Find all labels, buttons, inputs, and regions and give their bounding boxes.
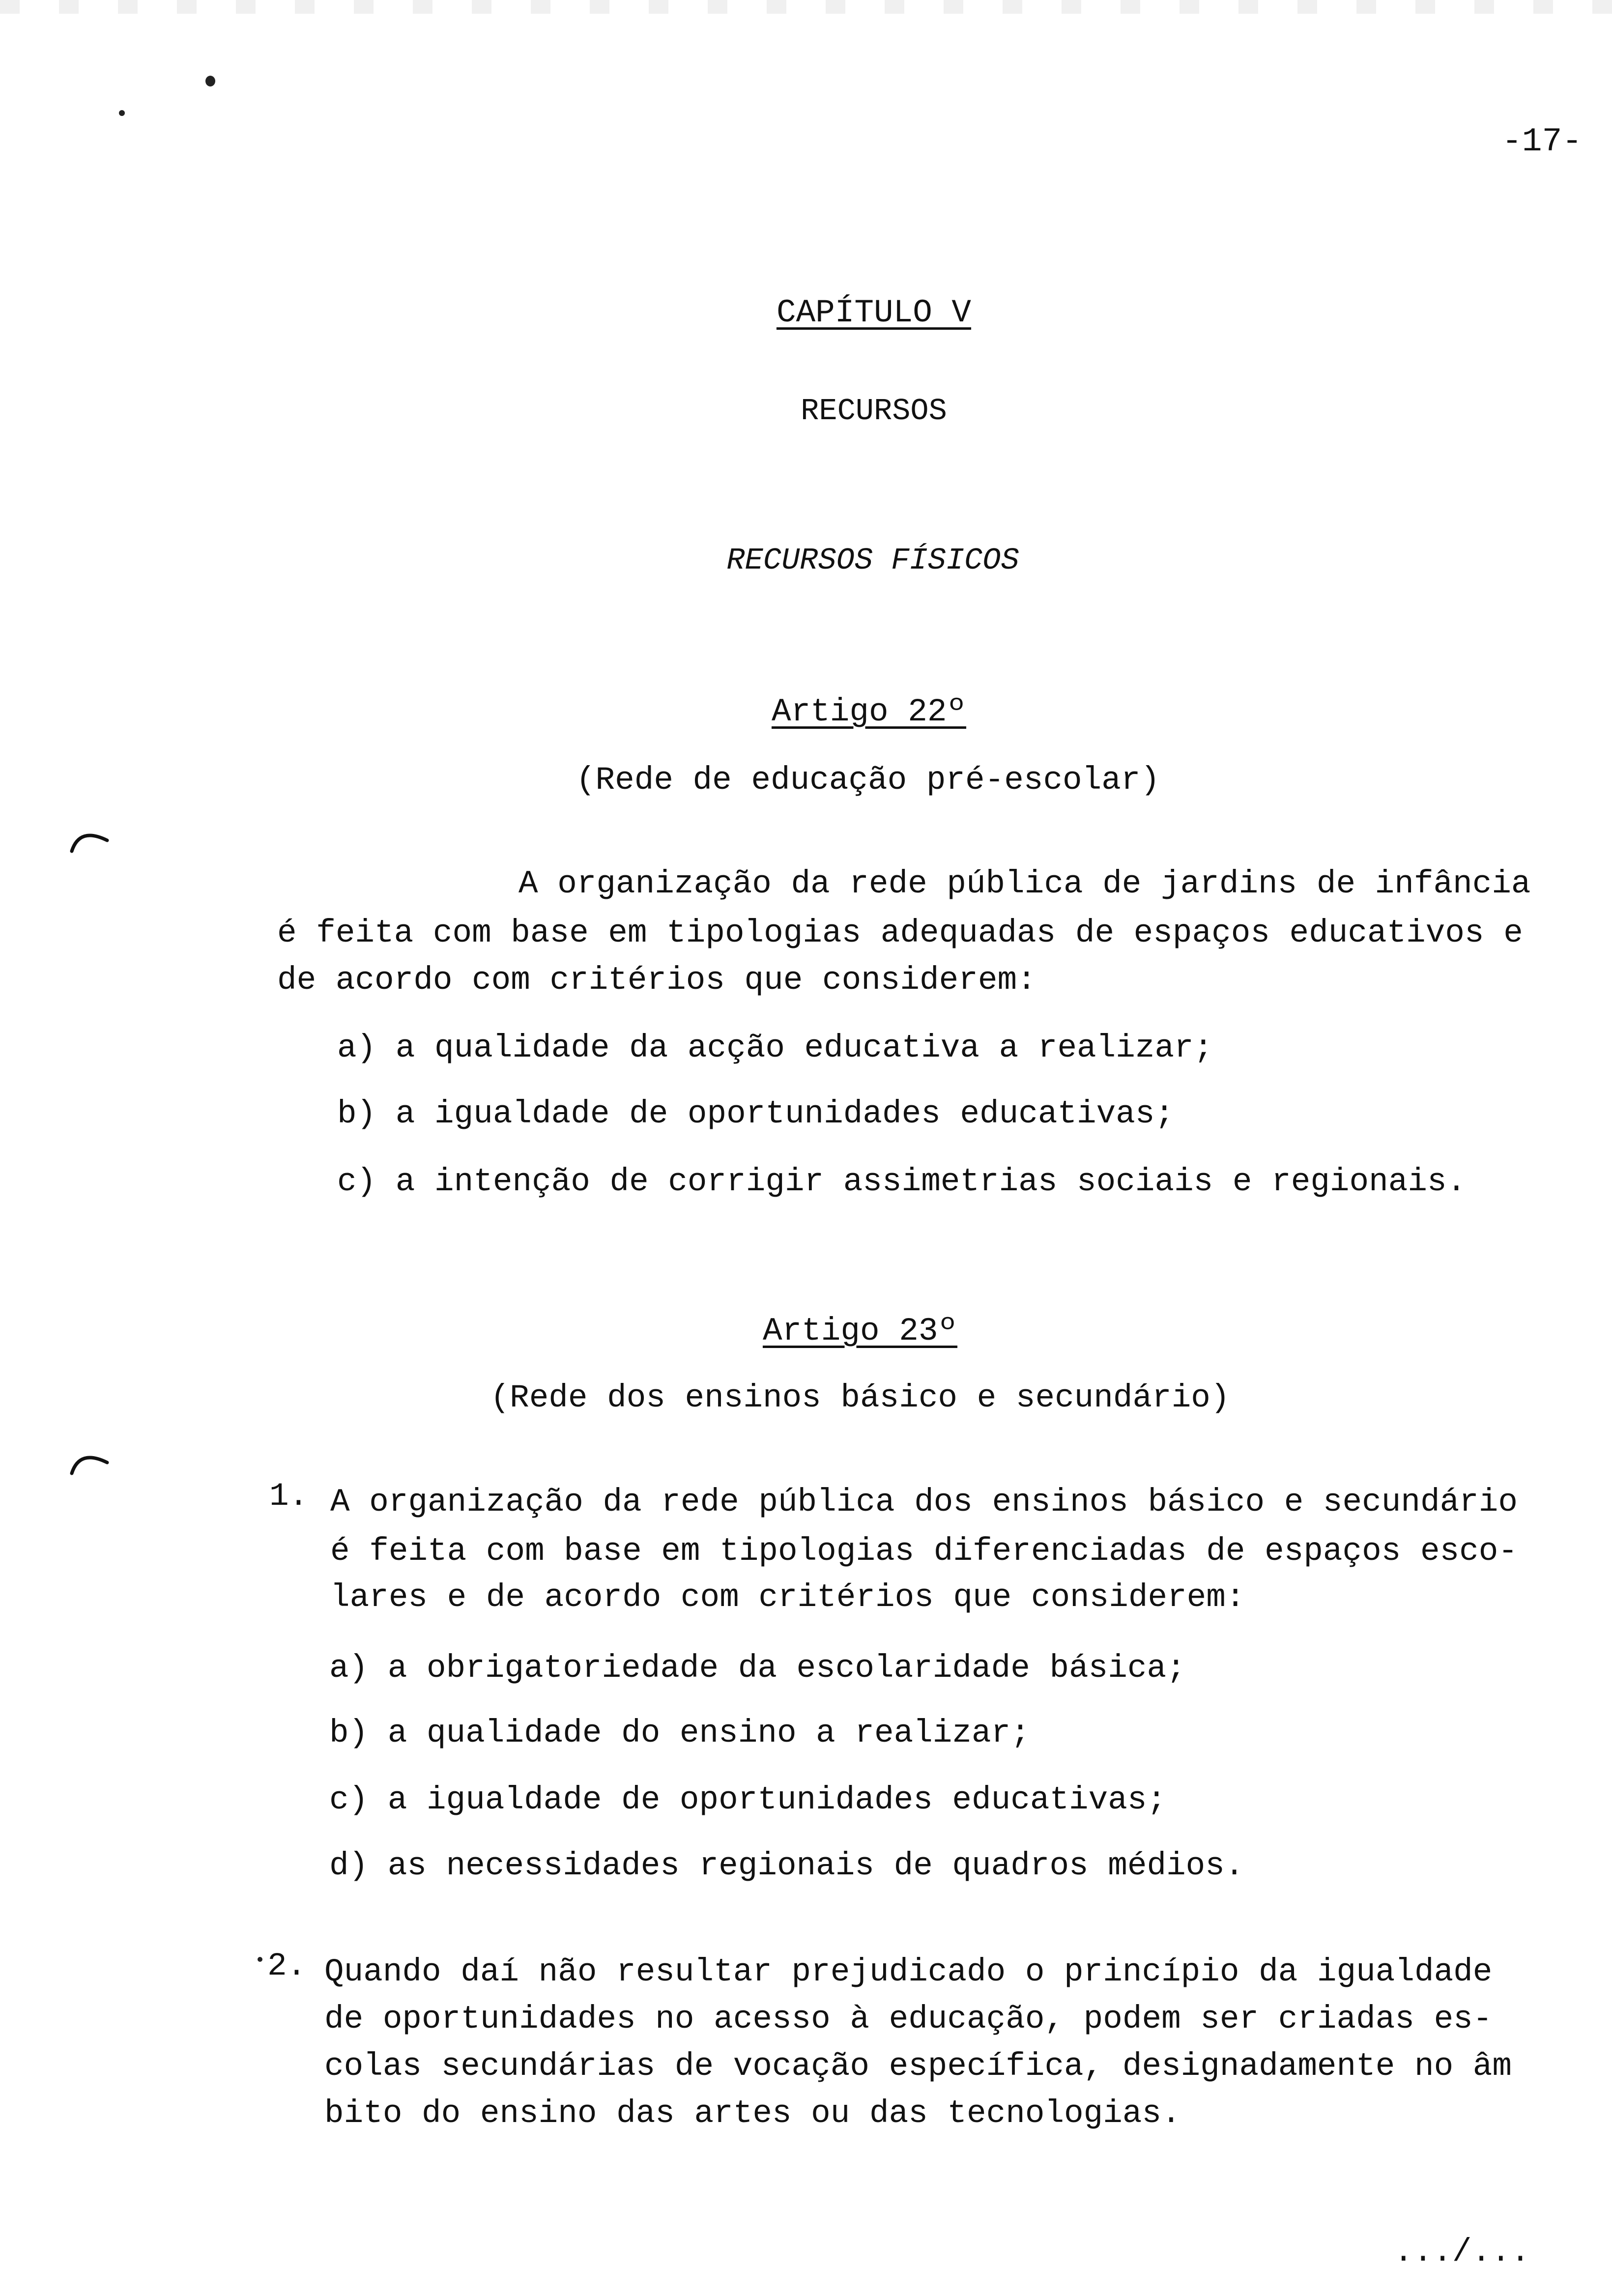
artigo-23-heading: (Rede dos ensinos básico e secundário): [490, 1379, 1230, 1416]
artigo-23-title: Artigo 23º: [762, 1313, 958, 1349]
scan-speck: [119, 110, 125, 116]
artigo-22-title: Artigo 22º: [771, 693, 967, 730]
artigo-23-p1-number: 1.: [269, 1478, 309, 1515]
punch-hole-mark: [69, 1444, 113, 1478]
artigo-23-item-a: a) a obrigatoriedade da escolaridade básica;: [329, 1650, 1186, 1687]
artigo-22-heading: (Rede de educação pré-escolar): [576, 762, 1160, 799]
punch-hole-mark: [69, 822, 113, 856]
artigo-23-p1-line-3: lares e de acordo com critérios que considerem:: [330, 1579, 1245, 1616]
artigo-22-item-a: a) a qualidade da acção educativa a realizar;: [337, 1030, 1213, 1066]
artigo-23-p1-line-1: A organização da rede pública dos ensinos básico e secundário: [330, 1484, 1518, 1521]
continuation-marker: .../...: [1394, 2234, 1530, 2270]
artigo-23-p2-line-1: Quando daí não resultar prejudicado o princípio da igualdade: [324, 1953, 1493, 1990]
scan-speck: [258, 1957, 262, 1962]
artigo-23-item-b: b) a qualidade do ensino a realizar;: [329, 1715, 1030, 1751]
section-title: RECURSOS FÍSICOS: [726, 543, 1019, 578]
page-number: -17-: [1502, 123, 1583, 161]
scan-speck: [205, 76, 215, 86]
artigo-23-item-d: d) as necessidades regionais de quadros médios.: [329, 1847, 1244, 1884]
artigo-22-item-b: b) a igualdade de oportunidades educativas;: [337, 1095, 1175, 1132]
artigo-23-p2-line-2: de oportunidades no acesso à educação, podem ser criadas es-: [324, 2001, 1493, 2038]
artigo-22-intro-line-2: é feita com base em tipologias adequadas de espaços educativos e: [277, 915, 1523, 951]
artigo-23-p2-line-3: colas secundárias de vocação específica, designadamente no âm: [324, 2048, 1512, 2085]
artigo-23-p2-number: 2.: [267, 1948, 307, 1984]
artigo-22-intro-line-3: de acordo com critérios que considerem:: [277, 962, 1036, 999]
chapter-subtitle: RECURSOS: [801, 394, 947, 429]
chapter-title: CAPÍTULO V: [776, 294, 972, 331]
artigo-23-item-c: c) a igualdade de oportunidades educativas;: [329, 1781, 1167, 1818]
artigo-22-item-c: c) a intenção de corrigir assimetrias sociais e regionais.: [337, 1163, 1467, 1200]
scan-edge-noise: [0, 0, 1612, 14]
artigo-23-p2-line-4: bito do ensino das artes ou das tecnologias.: [324, 2095, 1181, 2132]
artigo-23-p1-line-2: é feita com base em tipologias diferenciadas de espaços esco-: [330, 1533, 1518, 1570]
artigo-22-intro-line-1: A organização da rede pública de jardins de infância: [518, 865, 1531, 902]
